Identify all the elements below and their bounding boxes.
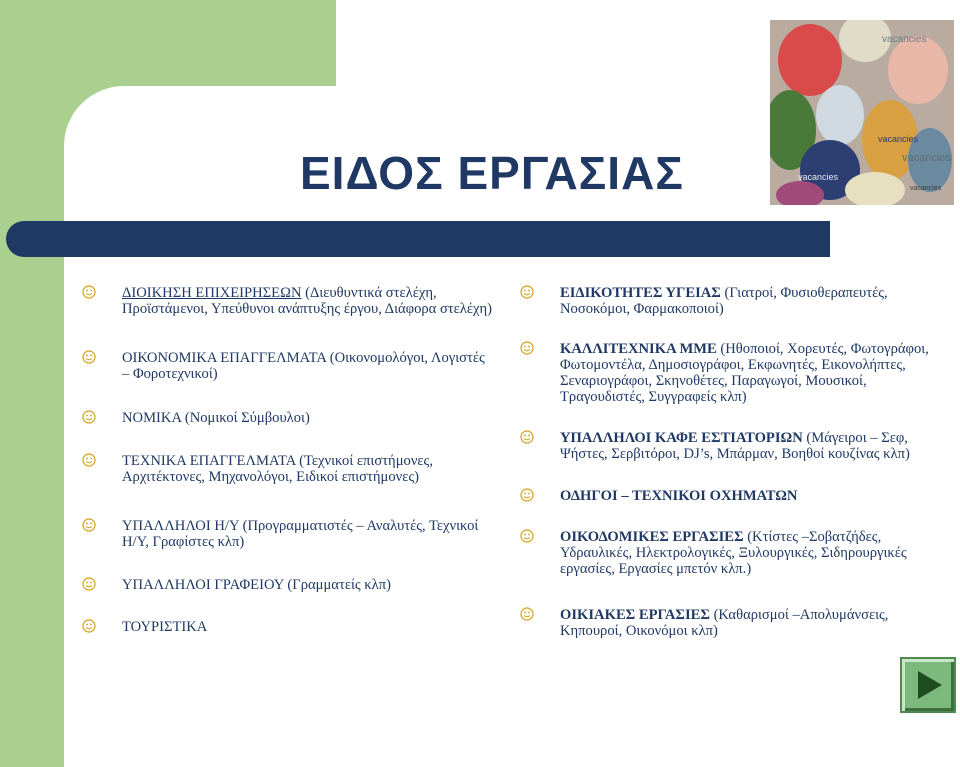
smiley-icon <box>520 430 534 444</box>
item-detail: (Ηθοποιοί, Χορευτές, Φωτογράφοι, Φωτομοντέλα, Δημοσιογράφοι, Εκφωνητές, Εικονολήπτες, Σεναριογράφοι, Σκηνοθέτες, Παραγωγοί, Μουσικοί, Τραγουδιστές, Συγγραφείς κλπ) <box>560 341 929 405</box>
smiley-icon <box>82 619 96 633</box>
list-item <box>520 341 940 405</box>
item-head: ΥΠΑΛΛΗΛΟΙ Η/Υ <box>122 518 239 534</box>
item-head: ΥΠΑΛΛΗΛΟΙ ΚΑΦΕ ΕΣΤΙΑΤΟΡΙΩΝ <box>560 430 803 446</box>
item-detail: (Μάγειροι – Σεφ, Ψήστες, Σερβιτόροι, DJ’s, Μπάρμαν, Βοηθοί κουζίνας κλπ) <box>560 430 910 462</box>
smiley-icon <box>520 285 534 299</box>
item-detail: (Κτίστες –Σοβατζήδες, Υδραυλικές, Ηλεκτρολογικές, Ξυλουργικές, Σιδηρουργικές εργασίες, Εργασίες μπετόν κλπ.) <box>560 529 907 577</box>
item-head: ΚΑΛΛΙΤΕΧΝΙΚΑ ΜΜΕ <box>560 341 717 357</box>
item-detail: (Διευθυντικά στελέχη, Προϊστάμενοι, Υπεύθυνοι ανάπτυξης έργου, Διάφορα στελέχη) <box>122 285 492 317</box>
vacancies-collage-image <box>770 20 954 205</box>
list-item <box>520 529 940 577</box>
item-head: ΥΠΑΛΛΗΛΟΙ ΓΡΑΦΕΙΟΥ <box>122 577 284 593</box>
smiley-icon <box>82 453 96 467</box>
smiley-icon <box>520 607 534 621</box>
thumb-word-3: vacancies <box>902 152 951 164</box>
play-next-icon <box>902 659 954 711</box>
thumb-word-1: vacancies <box>882 34 927 45</box>
list-item <box>82 577 492 593</box>
page-title: ΕΙΔΟΣ ΕΡΓΑΣΙΑΣ <box>300 147 684 199</box>
item-head: ΔΙΟΙΚΗΣΗ ΕΠΙΧΕΙΡΗΣΕΩΝ <box>122 285 302 301</box>
smiley-icon <box>82 285 96 299</box>
item-head: ΟΙΚΟΔΟΜΙΚΕΣ ΕΡΓΑΣΙΕΣ <box>560 529 744 545</box>
list-item <box>82 619 492 635</box>
item-head: ΟΙΚΙΑΚΕΣ ΕΡΓΑΣΙΕΣ <box>560 607 710 623</box>
item-detail: (Οικονομολόγοι, Λογιστές – Φοροτεχνικοί) <box>122 350 485 382</box>
right-job-list <box>520 285 940 639</box>
item-head: ΟΙΚΟΝΟΜΙΚΑ ΕΠΑΓΓΕΛΜΑΤΑ <box>122 350 327 366</box>
smiley-icon <box>520 488 534 502</box>
item-head: ΝΟΜΙΚΑ <box>122 410 182 426</box>
item-head: ΟΔΗΓΟΙ – ΤΕΧΝΙΚΟΙ ΟΧΗΜΑΤΩΝ <box>560 488 798 504</box>
item-head: ΤΟΥΡΙΣΤΙΚΑ <box>122 619 208 635</box>
list-item <box>520 488 940 504</box>
thumb-word-4: vacancies <box>798 172 839 182</box>
list-item <box>520 607 940 639</box>
title-underline-bar <box>6 221 830 257</box>
smiley-icon <box>520 529 534 543</box>
list-item <box>520 285 940 317</box>
list-item <box>82 410 492 426</box>
list-item <box>82 518 492 550</box>
list-item <box>520 430 940 462</box>
smiley-icon <box>82 350 96 364</box>
list-item <box>82 285 492 317</box>
item-detail: (Γιατροί, Φυσιοθεραπευτές, Νοσοκόμοι, Φαρμακοποιοί) <box>560 285 888 317</box>
next-slide-button[interactable] <box>900 657 956 713</box>
left-job-list <box>82 285 492 635</box>
item-detail: (Νομικοί Σύμβουλοι) <box>181 410 310 426</box>
list-item <box>82 453 492 485</box>
item-head: ΕΙΔΙΚΟΤΗΤΕΣ ΥΓΕΙΑΣ <box>560 285 721 301</box>
smiley-icon <box>82 577 96 591</box>
item-detail: (Γραμματείς κλπ) <box>283 577 391 593</box>
thumb-word-5: vacancies <box>910 185 942 192</box>
smiley-icon <box>520 341 534 355</box>
smiley-icon <box>82 518 96 532</box>
list-item <box>82 350 492 382</box>
thumb-word-2: vacancies <box>878 134 919 144</box>
item-detail: (Καθαρισμοί –Απολυμάνσεις, Κηπουροί, Οικονόμοι κλπ) <box>560 607 889 639</box>
item-detail: (Προγραμματιστές – Αναλυτές, Τεχνικοί Η/Υ, Γραφίστες κλπ) <box>122 518 479 550</box>
smiley-icon <box>82 410 96 424</box>
item-head: ΤΕΧΝΙΚΑ ΕΠΑΓΓΕΛΜΑΤΑ <box>122 453 296 469</box>
item-detail: (Τεχνικοί επιστήμονες, Αρχιτέκτονες, Μηχανολόγοι, Ειδικοί επιστήμονες) <box>122 453 433 485</box>
